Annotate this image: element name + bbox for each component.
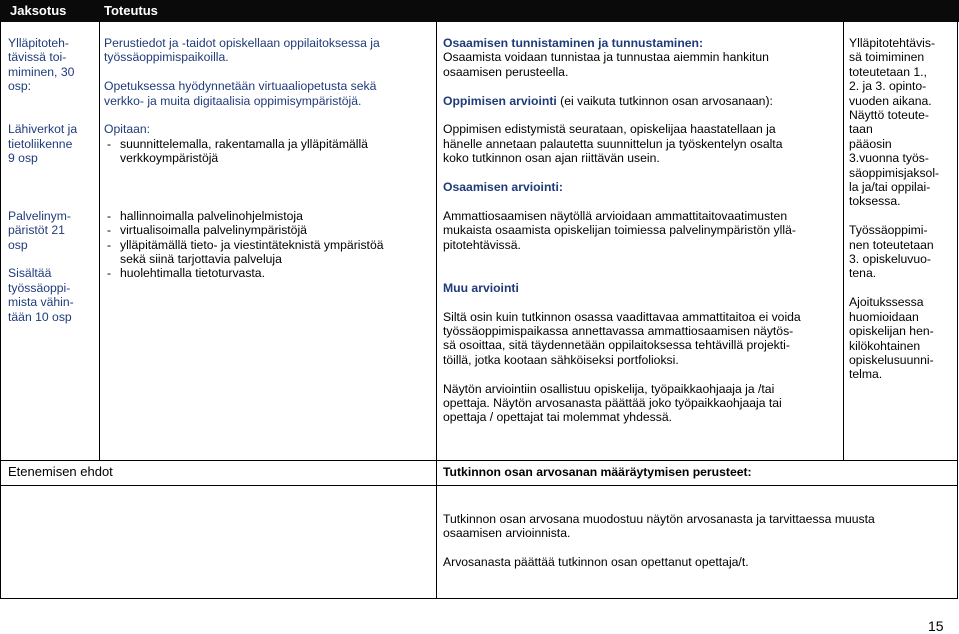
header-jaksotus: Jaksotus xyxy=(10,3,67,18)
opitaan-list-2 xyxy=(104,209,432,281)
table-border-bottom xyxy=(0,598,958,599)
list-item: - huolehtimalla tietoturvasta. xyxy=(104,266,432,280)
header-toteutus: Toteutus xyxy=(104,3,158,18)
table-border-right xyxy=(957,22,958,598)
tunnistaminen-text: Osaamista voidaan tunnistaa ja tunnustaa aiemmin hankitun osaamisen perusteella. xyxy=(443,50,769,79)
table-border-left xyxy=(0,22,1,598)
ajoitus-text-1: Ylläpitotehtävis- sä toimiminen toteutetaan 1., 2. ja 3. opinto- vuoden aikana. Näyttö toteute- taan pääosin 3.vuonna työs- säoppimisjaksol- la ja/tai oppilai- toksessa. xyxy=(849,36,940,209)
muu-arviointi-text: Siltä osin kuin tutkinnon osassa vaadittavaa ammattitaitoa ei voida työssäoppimispaikassa annettavassa ammattiosaamisen näytös- sä osoittaa, sitä täydennetään oppilaitoksessa tehtävillä projekti- töillä, jotka kootaan sähköiseksi portfolioksi. xyxy=(443,309,801,367)
list-item: - hallinnoimalla palvelinohjelmistoja xyxy=(104,209,432,223)
ajoitus-text-2: Työssäoppimi- nen toteutetaan 3. opiskeluvuo- tena. xyxy=(849,223,934,281)
table-row-separator-2 xyxy=(0,485,958,486)
table-divider-3 xyxy=(843,22,844,460)
arvosanan-perusteet-heading: Tutkinnon osan arvosanan määräytymisen perusteet: xyxy=(443,465,752,479)
toteutus-methods: Opetuksessa hyödynnetään virtuaaliopetusta sekä verkko- ja muita digitaalisia oppimisympäristöjä. xyxy=(104,79,377,108)
etenemisen-ehdot-label: Etenemisen ehdot xyxy=(8,464,113,479)
jaksotus-block-1: Ylläpitoteh- tävissä toi- miminen, 30 osp: xyxy=(8,36,75,94)
toteutus-intro: Perustiedot ja -taidot opiskellaan oppilaitoksessa ja työssäoppimispaikoilla. xyxy=(104,36,380,65)
arvosana-text: Tutkinnon osan arvosana muodostuu näytön arvosanasta ja tarvittaessa muusta osaamisen arvioinnista. Arvosanasta päättää tutkinnon osan opettanut opettaja/t. xyxy=(443,512,943,570)
table-divider-1 xyxy=(99,22,100,460)
arviointi-cell xyxy=(443,36,841,425)
jaksotus-block-2: Lähiverkot ja tietoliikenne 9 osp xyxy=(8,122,78,166)
heading-muu-arviointi: Muu arviointi xyxy=(443,280,519,295)
jaksotus-block-3: Palvelinym- päristöt 21 osp xyxy=(8,208,71,252)
list-item: - suunnittelemalla, rakentamalla ja ylläpitämällä verkkoympäristöjä xyxy=(104,137,432,166)
page-number: 15 xyxy=(928,618,944,634)
jaksotus-block-4: Sisältää työssäoppi- mista vähin- tään 10 osp xyxy=(8,266,74,324)
list-item: - ylläpitämällä tieto- ja viestintäteknistä ympäristöä sekä siinä tarjottavia palveluja xyxy=(104,238,432,267)
opitaan-label: Opitaan: xyxy=(104,122,151,137)
ajoitus-text-3: Ajoitukssessa huomioidaan opiskelijan hen- kilökohtainen opiskelusuunni- telma. xyxy=(849,295,934,382)
list-item: - virtualisoimalla palvelinympäristöjä xyxy=(104,223,432,237)
heading-oppimisen-arviointi: Oppimisen arviointi (ei vaikuta tutkinnon osan arvosanaan): xyxy=(443,93,773,108)
arvioijat-text: Näytön arviointiin osallistuu opiskelija, työpaikkaohjaaja ja /tai opettaja. Näytön arvosanasta päättää joko työpaikkaohjaaja tai opettaja / opettajat tai molemmat yhdessä. xyxy=(443,381,782,425)
heading-osaamisen-tunnistaminen: Osaamisen tunnistaminen ja tunnustaminen: xyxy=(443,36,704,50)
heading-osaamisen-arviointi: Osaamisen arviointi: xyxy=(443,180,563,195)
table-row-separator xyxy=(0,460,958,461)
toteutus-cell xyxy=(104,36,432,281)
opitaan-list-1 xyxy=(104,137,432,166)
oppimisen-arviointi-text: Oppimisen edistymistä seurataan, opiskelijaa haastatellaan ja hänelle annetaan palautetta suunnittelun ja työskentelyn osalta koko tutkinnon osan ajan riittävän usein. xyxy=(443,122,783,166)
ajoitus-cell xyxy=(849,36,955,382)
arvosanasta-paattaa: Arvosanasta päättää tutkinnon osan opettanut opettaja/t. xyxy=(443,555,749,570)
table-divider-2 xyxy=(436,22,437,598)
osaamisen-arviointi-text: Ammattiosaamisen näytöllä arvioidaan ammattitaitovaatimusten mukaista osaamista opiskelijan toimiessa palvelinympäristön yllä- pitotehtävissä. xyxy=(443,208,796,252)
jaksotus-cell xyxy=(8,36,96,324)
